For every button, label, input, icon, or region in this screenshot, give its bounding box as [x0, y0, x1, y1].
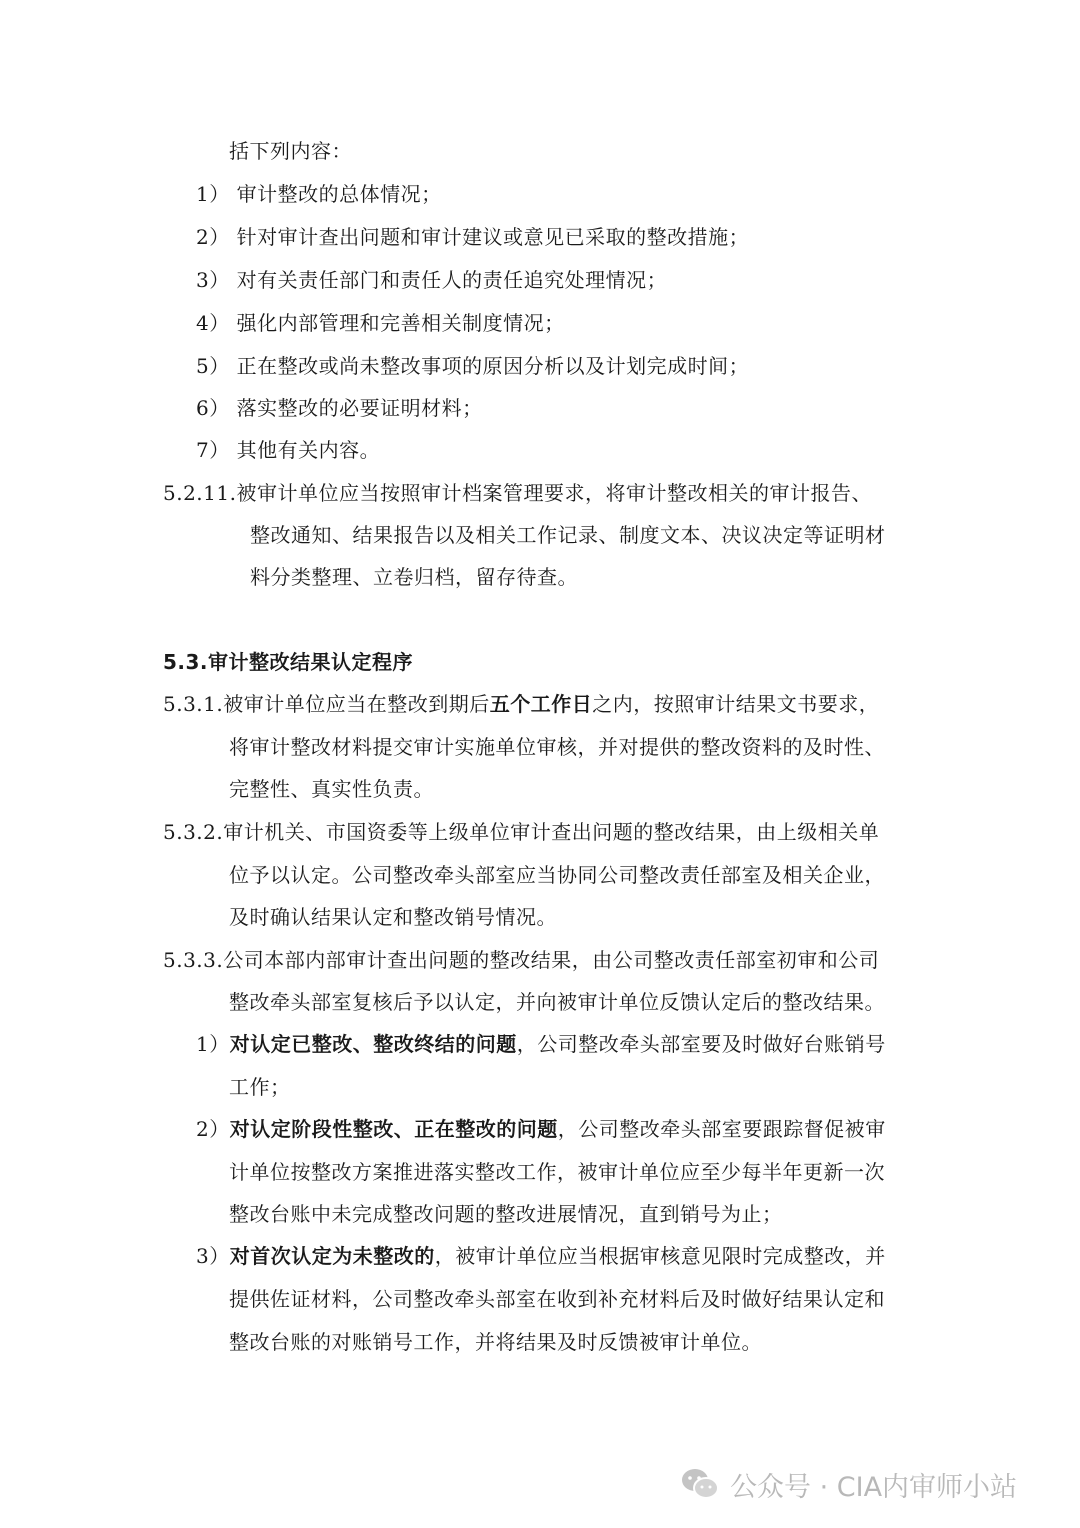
watermark-text: 公众号 · CIA内审师小站	[730, 1471, 1018, 1503]
list-item	[196, 1029, 886, 1059]
text-line: 括下列内容：	[229, 139, 352, 163]
item-number: 3）	[196, 1244, 230, 1268]
text-line: 及时确认结果认定和整改销号情况。	[229, 905, 557, 929]
text-line: 整改台账中未完成整改问题的整改进展情况，直到销号为止；	[229, 1202, 783, 1226]
item-number: 1）	[196, 1032, 230, 1056]
clause-5-2-11: 5.2.11.被审计单位应当按照审计档案管理要求，将审计整改相关的审计报告、	[163, 481, 872, 505]
text-span: 之内，按照审计结果文书要求，	[592, 692, 880, 716]
list-item: 3） 对有关责任部门和责任人的责任追究处理情况；	[196, 268, 668, 292]
section-heading: 5.3.审计整改结果认定程序	[163, 650, 414, 674]
list-item	[196, 1114, 886, 1144]
list-item: 1） 审计整改的总体情况；	[196, 182, 442, 206]
clause-5-3-1	[163, 689, 879, 719]
watermark	[680, 1462, 1017, 1506]
text-line: 整改通知、结果报告以及相关工作记录、制度文本、决议决定等证明材	[250, 523, 886, 547]
text-span: ，被审计单位应当根据审核意见限时完成整改，并	[434, 1244, 886, 1268]
text-line: 提供佐证材料，公司整改牵头部室在收到补充材料后及时做好结果认定和	[229, 1287, 885, 1311]
emphasis-text: 对首次认定为未整改的	[229, 1244, 435, 1268]
text-line: 工作；	[229, 1075, 291, 1099]
text-span: 被审计单位应当在整改到期后	[223, 692, 490, 716]
text-line: 位予以认定。公司整改牵头部室应当协同公司整改责任部室及相关企业，	[229, 863, 885, 887]
clause-5-3-2: 5.3.2.审计机关、市国资委等上级单位审计查出问题的整改结果，由上级相关单	[163, 820, 880, 844]
list-item: 4） 强化内部管理和完善相关制度情况；	[196, 311, 565, 335]
list-item	[196, 1241, 886, 1271]
text-line: 将审计整改材料提交审计实施单位审核，并对提供的整改资料的及时性、	[229, 735, 885, 759]
text-line: 料分类整理、立卷归档，留存待查。	[250, 565, 578, 589]
list-item: 5） 正在整改或尚未整改事项的原因分析以及计划完成时间；	[196, 354, 750, 378]
text-span: ，公司整改牵头部室要跟踪督促被审	[557, 1117, 886, 1141]
wechat-icon	[680, 1467, 720, 1501]
text-line: 完整性、真实性负责。	[229, 777, 434, 801]
text-line: 整改牵头部室复核后予以认定，并向被审计单位反馈认定后的整改结果。	[229, 990, 885, 1014]
list-item: 6） 落实整改的必要证明材料；	[196, 396, 483, 420]
list-item: 2） 针对审计查出问题和审计建议或意见已采取的整改措施；	[196, 225, 750, 249]
clause-5-3-3: 5.3.3.公司本部内部审计查出问题的整改结果，由公司整改责任部室初审和公司	[163, 948, 880, 972]
emphasis-text: 对认定已整改、整改终结的问题	[229, 1032, 517, 1056]
clause-number: 5.3.1.	[163, 692, 224, 716]
emphasis-text: 对认定阶段性整改、正在整改的问题	[229, 1117, 558, 1141]
text-line: 整改台账的对账销号工作，并将结果及时反馈被审计单位。	[229, 1330, 762, 1354]
text-span: ，公司整改牵头部室要及时做好台账销号	[516, 1032, 886, 1056]
list-item: 7） 其他有关内容。	[196, 438, 381, 462]
item-number: 2）	[196, 1117, 230, 1141]
emphasis-text: 五个工作日	[489, 692, 593, 716]
text-line: 计单位按整改方案推进落实整改工作，被审计单位应至少每半年更新一次	[229, 1160, 885, 1184]
